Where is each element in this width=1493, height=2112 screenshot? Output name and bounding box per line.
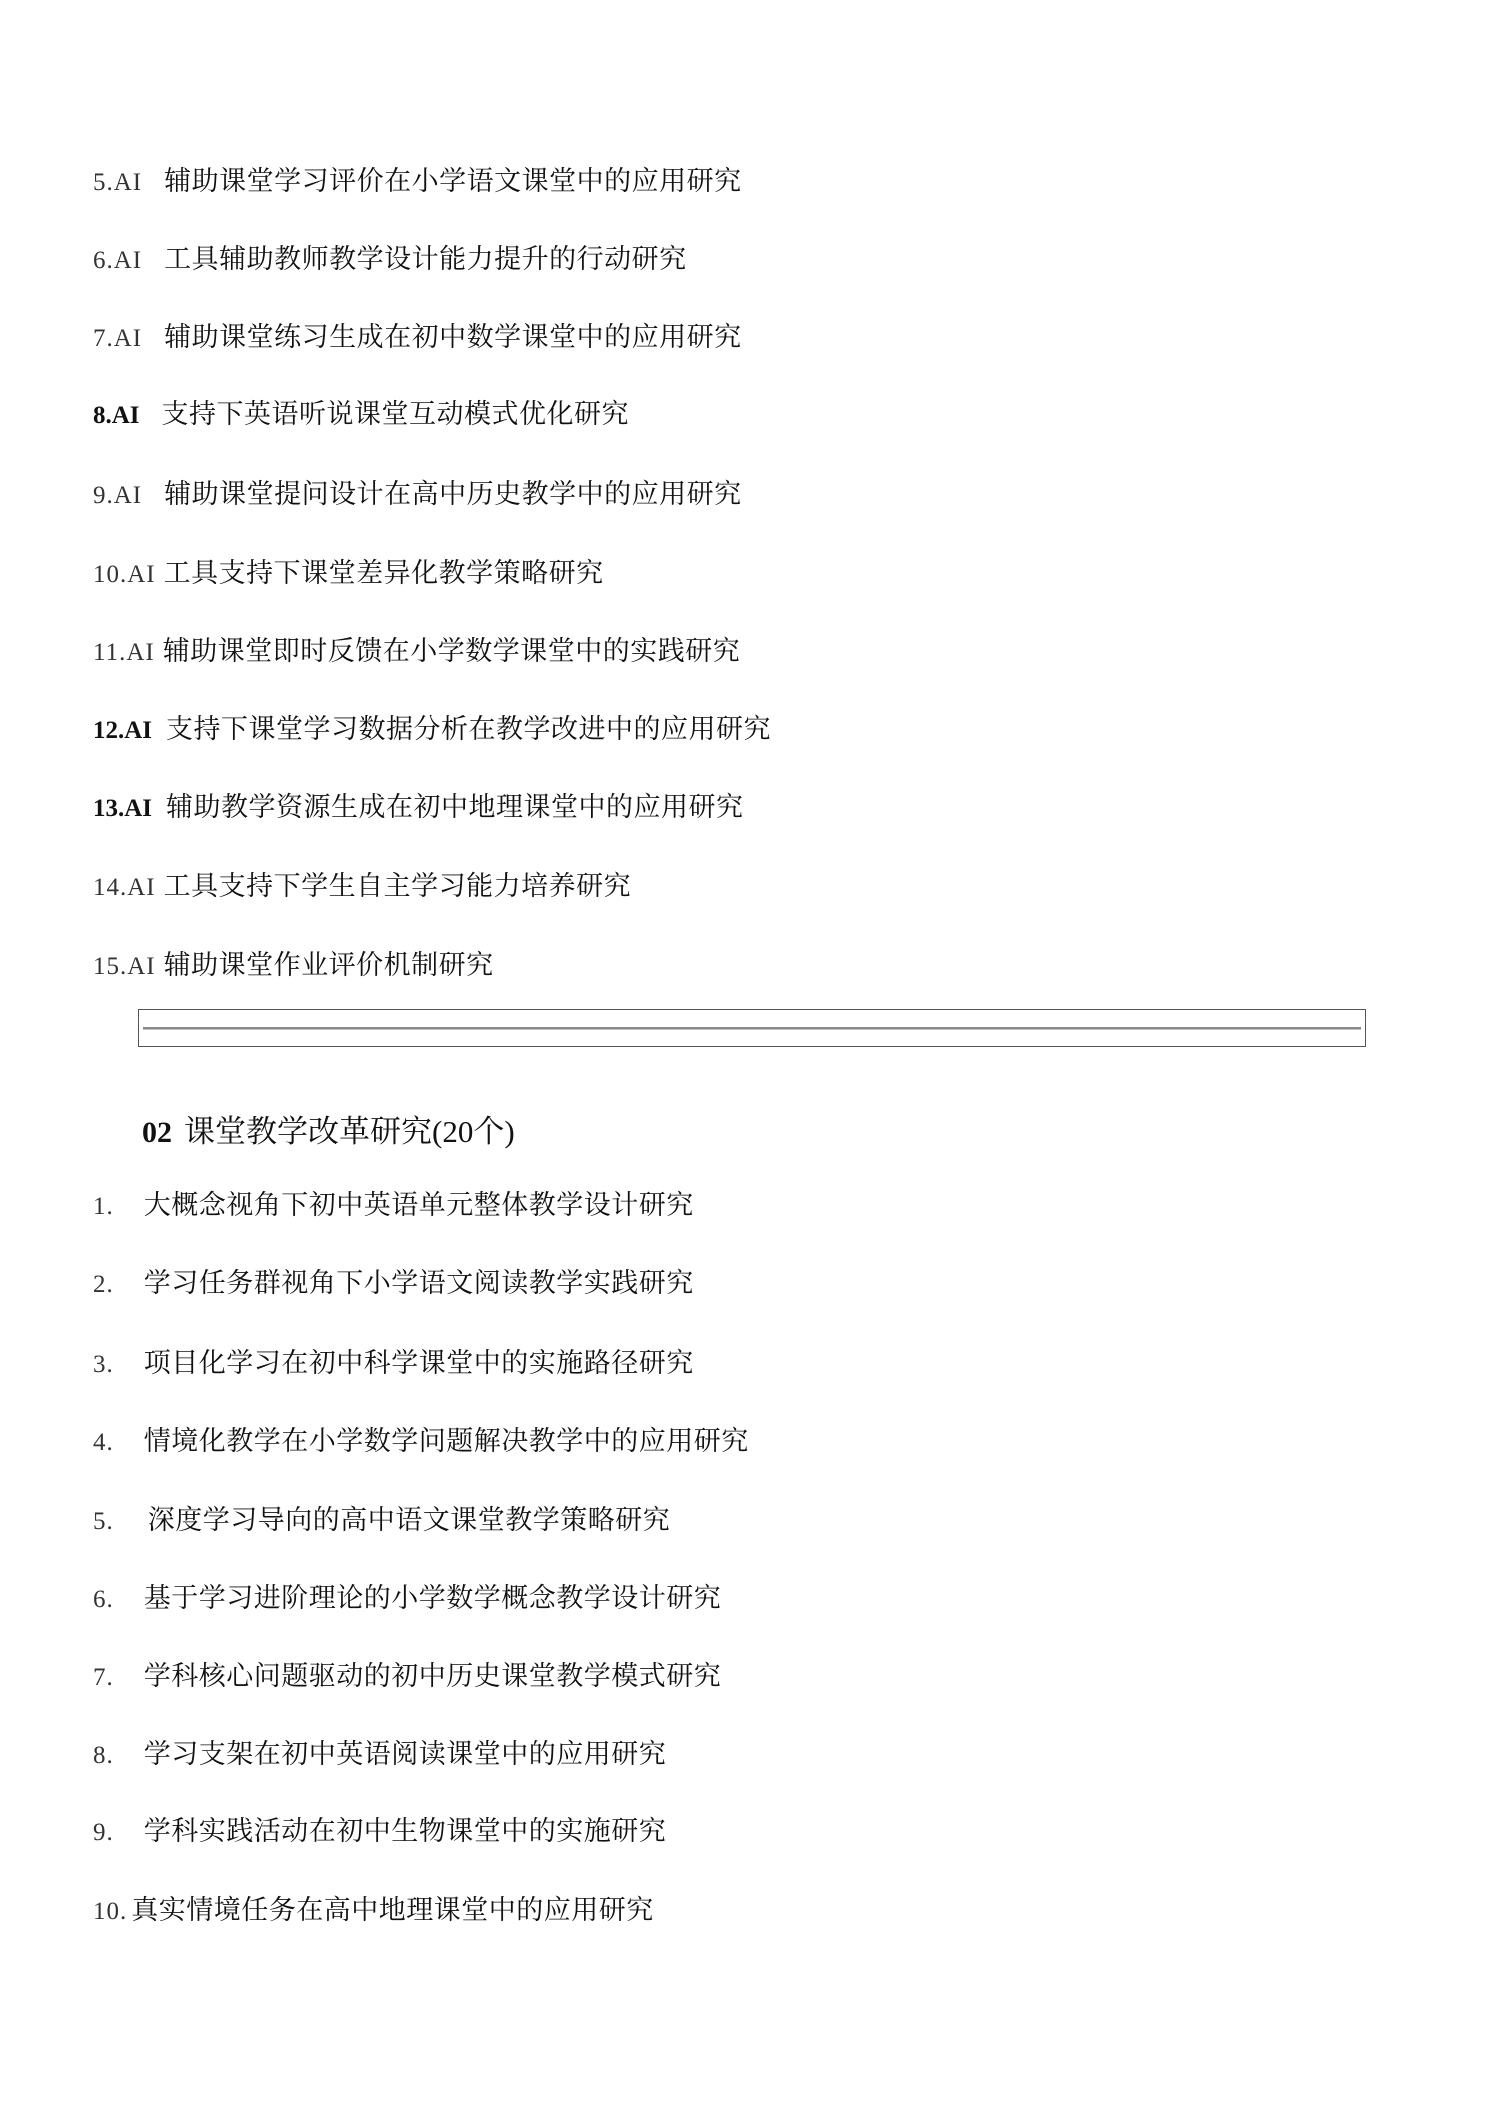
item-text: 学习支架在初中英语阅读课堂中的应用研究 — [143, 1739, 667, 1770]
item-number: 6. — [93, 1586, 114, 1613]
item-text: 辅助课堂学习评价在小学语文课堂中的应用研究 — [164, 166, 742, 197]
item-text: 基于学习进阶理论的小学数学概念教学设计研究 — [143, 1583, 722, 1614]
section-number: 02 — [142, 1116, 172, 1149]
list-item — [93, 162, 742, 202]
item-text: 深度学习导向的高中语文课堂教学策略研究 — [147, 1505, 671, 1536]
list-item — [93, 318, 742, 358]
section-count: (20个) — [432, 1114, 515, 1149]
item-text: 支持下课堂学习数据分析在教学改进中的应用研究 — [166, 714, 772, 745]
list-item — [93, 867, 631, 907]
item-number: 9.AI — [93, 482, 143, 509]
item-number: 11.AI — [93, 639, 155, 666]
section-title: 课堂教学改革研究 — [184, 1114, 432, 1150]
divider-rule — [143, 1027, 1361, 1030]
list-item — [93, 1891, 654, 1931]
list-item — [93, 1186, 694, 1226]
item-text: 辅助课堂即时反馈在小学数学课堂中的实践研究 — [162, 636, 741, 667]
item-text: 情境化教学在小学数学问题解决教学中的应用研究 — [143, 1426, 749, 1457]
item-number: 2. — [93, 1271, 114, 1298]
item-number: 9. — [93, 1819, 114, 1846]
item-text: 支持下英语听说课堂互动模式优化研究 — [161, 399, 630, 430]
item-text: 辅助课堂练习生成在初中数学课堂中的应用研究 — [164, 322, 742, 353]
item-number: 8. — [93, 1742, 114, 1769]
item-number: 8.AI — [93, 402, 140, 429]
list-item — [93, 395, 629, 435]
list-item — [93, 632, 740, 672]
list-item — [93, 1657, 721, 1697]
item-text: 真实情境任务在高中地理课堂中的应用研究 — [131, 1895, 654, 1926]
list-item — [93, 554, 604, 594]
item-text: 学科核心问题驱动的初中历史课堂教学模式研究 — [143, 1661, 722, 1692]
item-text: 工具支持下学生自主学习能力培养研究 — [163, 871, 632, 902]
section-divider — [138, 1009, 1366, 1047]
item-number: 5.AI — [93, 169, 143, 196]
item-number: 3. — [93, 1351, 114, 1378]
list-item — [93, 946, 494, 986]
list-item — [93, 788, 744, 828]
item-text: 大概念视角下初中英语单元整体教学设计研究 — [143, 1190, 694, 1221]
item-number: 13.AI — [93, 795, 153, 822]
list-item — [93, 1264, 694, 1304]
section-heading — [142, 1110, 515, 1154]
item-text: 辅助课堂作业评价机制研究 — [163, 950, 494, 981]
list-item — [93, 1501, 670, 1541]
item-text: 项目化学习在初中科学课堂中的实施路径研究 — [143, 1348, 694, 1379]
item-number: 6.AI — [93, 247, 143, 274]
item-text: 学习任务群视角下小学语文阅读教学实践研究 — [143, 1268, 694, 1299]
item-text: 辅助教学资源生成在初中地理课堂中的应用研究 — [166, 792, 744, 823]
item-number: 10. — [93, 1898, 128, 1925]
item-number: 15.AI — [93, 953, 156, 980]
item-text: 学科实践活动在初中生物课堂中的实施研究 — [143, 1816, 667, 1847]
item-text: 辅助课堂提问设计在高中历史教学中的应用研究 — [164, 479, 742, 510]
item-number: 7. — [93, 1664, 114, 1691]
list-item — [93, 1422, 749, 1462]
list-item — [93, 710, 771, 750]
item-number: 1. — [93, 1193, 114, 1220]
list-item — [93, 1735, 666, 1775]
item-number: 10.AI — [93, 561, 156, 588]
item-number: 5. — [93, 1508, 114, 1535]
list-item — [93, 240, 687, 280]
item-number: 4. — [93, 1429, 114, 1456]
list-item — [93, 475, 742, 515]
item-number: 7.AI — [93, 325, 143, 352]
list-item — [93, 1344, 694, 1384]
list-item — [93, 1812, 666, 1852]
item-number: 14.AI — [93, 874, 156, 901]
item-text: 工具辅助教师教学设计能力提升的行动研究 — [164, 244, 687, 275]
item-text: 工具支持下课堂差异化教学策略研究 — [163, 558, 604, 589]
list-item — [93, 1579, 721, 1619]
item-number: 12.AI — [93, 717, 153, 744]
